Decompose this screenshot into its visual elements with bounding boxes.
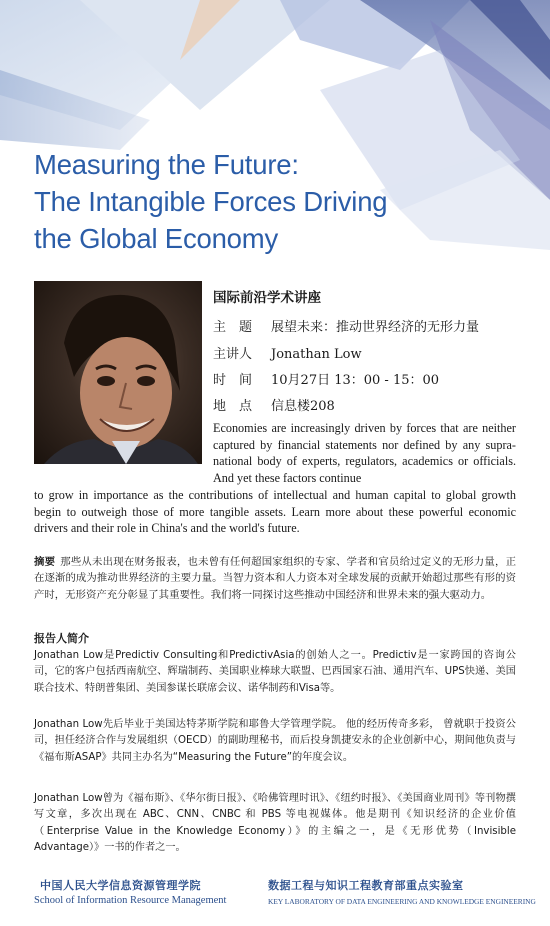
- info-location-value: 信息楼208: [271, 399, 335, 414]
- info-speaker: [213, 343, 362, 362]
- info-speaker-value: Jonathan Low: [271, 347, 362, 362]
- abstract-cn-text: 那些从未出现在财务报表，也未曾有任何超国家组织的专家、学者和官员给过定义的无形力量，正在逐渐的成为推动世界经济的主要力量。当智力资本和人力资本对全球发展的贡献开始超过那些有形的资产时，无形资产充分彰显了其重要性。我们将一同探讨这些推动中国经济和世界未来的强大驱动力。: [34, 556, 517, 601]
- title-line-3: the Global Economy: [34, 223, 279, 254]
- info-time-value: 10月27日 13：00 - 15：00: [271, 373, 440, 388]
- speaker-photo: [34, 281, 202, 464]
- footer-right-en: KEY LABORATORY OF DATA ENGINEERING AND KNOWLEDGE ENGINEERING: [268, 897, 536, 906]
- abstract-cn-label: 摘要: [34, 556, 56, 568]
- bio-paragraph-3: Jonathan Low曾为《福布斯》、《华尔街日报》、《哈佛管理时讯》、《纽约时报》、《美国商业周刊》等刊物撰写文章，多次出现在 ABC、CNN、CNBC 和 PBS 等电视媒体。他是期刊《知识经济的企业价值（Enterprise Value in the Knowledge Economy）》的主编之一，是《无形优势（Invisible Advantage）》一书的作者之一。: [34, 793, 516, 854]
- abstract-en-full-width: to grow in importance as the contributions of intellectual and human capital to global growth begin to outweigh those of more tangible assets. Learn more about these powerful economic drivers and their role in China's and the world's future.: [34, 488, 516, 536]
- footer-left-en: School of Information Resource Management: [34, 895, 227, 906]
- abstract-cn: [34, 554, 516, 603]
- info-time-label: 时 间: [213, 373, 253, 388]
- bio-paragraph-1: Jonathan Low是Predictiv Consulting和PredictivAsia的创始人之一。Predictiv是一家跨国的咨询公司，它的客户包括西南航空、辉瑞制药、美国职业棒球大联盟、巴西国家石油、通用汽车、UPS快递、美国联合技术、特朗普集团、美国参谋长联席会议、诺华制药和Visa等。: [34, 650, 516, 694]
- info-location: [213, 395, 335, 414]
- title-line-1: Measuring the Future:: [34, 149, 299, 180]
- footer-left-cn: 中国人民大学信息资源管理学院: [40, 879, 201, 892]
- lecture-series-title: 国际前沿学术讲座: [213, 290, 321, 306]
- info-speaker-label: 主讲人: [213, 347, 253, 362]
- info-topic: [213, 316, 479, 335]
- info-topic-value: 展望未来：推动世界经济的无形力量: [271, 320, 480, 335]
- info-time: [213, 369, 439, 388]
- poster-title: [34, 146, 504, 257]
- bio-paragraph-2: Jonathan Low先后毕业于美国达特茅斯学院和耶鲁大学管理学院。 他的经历传奇多彩， 曾就职于投资公司，担任经济合作与发展组织（OECD）的副助理秘书，而后投身凯捷安永的企业创新中心，期间他负责与《福布斯ASAP》共同主办名为“Measuring the Future”的年度会议。: [34, 719, 516, 763]
- bio-heading: 报告人简介: [34, 632, 89, 645]
- info-location-label: 地 点: [213, 399, 253, 414]
- title-line-2: The Intangible Forces Driving: [34, 186, 388, 217]
- info-topic-label: 主 题: [213, 320, 253, 335]
- footer-right-cn: 数据工程与知识工程教育部重点实验室: [268, 879, 464, 892]
- abstract-en-beside-photo: Economies are increasingly driven by forces that are neither captured by financial statements nor defined by any supra-national body of experts, regulators, academics or officials. And yet these factors continue: [213, 421, 516, 486]
